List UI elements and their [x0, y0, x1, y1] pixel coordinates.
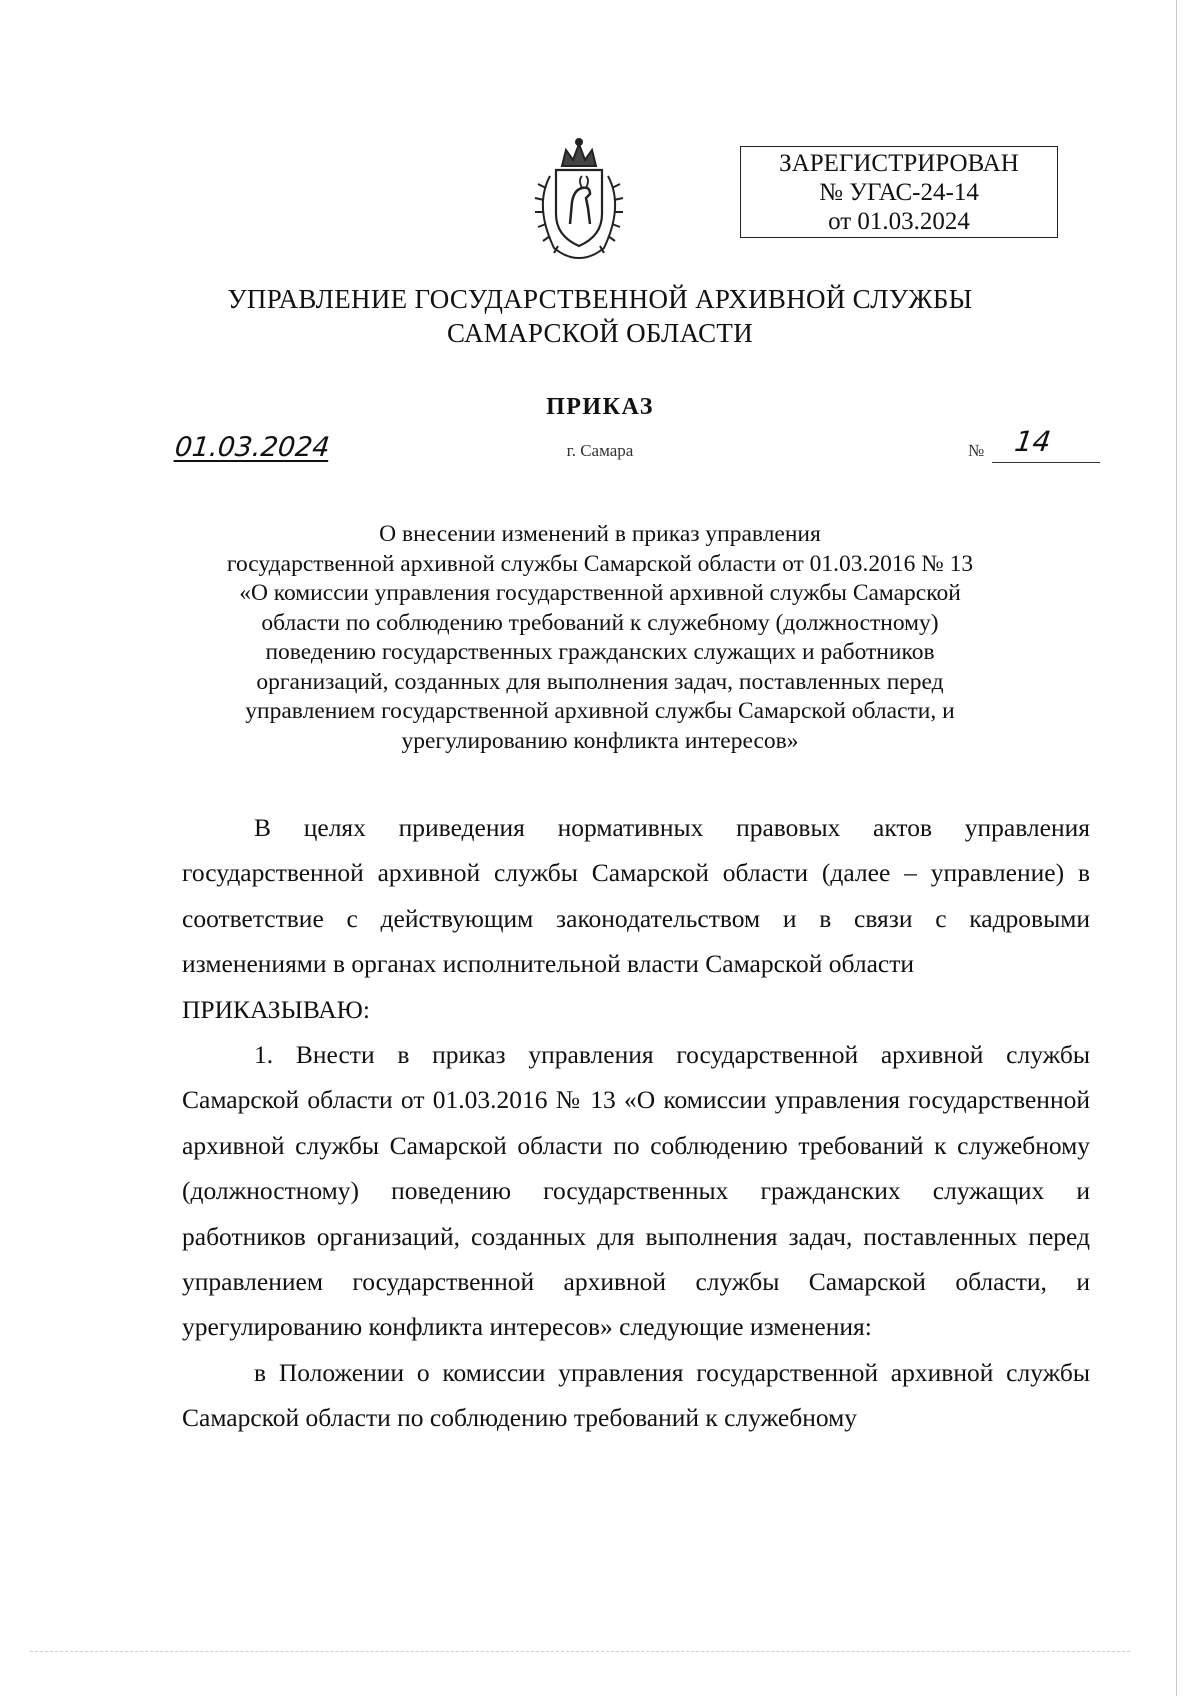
scan-noise-line	[30, 1651, 1130, 1652]
number-underline	[992, 462, 1100, 463]
registration-stamp	[740, 146, 1058, 238]
city-label: г. Самара	[566, 441, 634, 460]
number-label: №	[968, 441, 985, 460]
organization-name	[150, 282, 1050, 350]
body-paragraph-amendment: в Положении о комиссии управления государственной архивной службы Самарской области по соблюдению требований к служебному	[182, 1357, 1090, 1433]
subject-line: государственной архивной службы Самарской области от 01.03.2016 № 13	[226, 550, 974, 577]
subject-line: организаций, созданных для выполнения задач, поставленных перед	[256, 668, 944, 695]
coat-of-arms-emblem	[520, 136, 638, 264]
subject-line: поведению государственных гражданских служащих и работников	[265, 639, 935, 665]
stamp-number: № УГАС-24-14	[819, 179, 979, 206]
organization-name-line1: УПРАВЛЕНИЕ ГОСУДАРСТВЕННОЙ АРХИВНОЙ СЛУЖБЫ	[227, 284, 973, 314]
subject-line: урегулированию конфликта интересов»	[401, 727, 799, 754]
handwritten-number: 14	[1012, 425, 1053, 458]
subject-line: О внесении изменений в приказ управления	[379, 521, 821, 547]
subject-line: «О комиссии управления государственной архивной службы Самарской	[239, 580, 961, 606]
scan-edge-line	[1176, 0, 1177, 1696]
document-type-title: ПРИКАЗ	[546, 394, 654, 420]
order-word: ПРИКАЗЫВАЮ:	[182, 994, 370, 1024]
stamp-status: ЗАРЕГИСТРИРОВАН	[779, 150, 1019, 177]
body-paragraph-preamble: В целях приведения нормативных правовых актов управления государственной архивной службы Самарской области (далее – управление) в соответствие с действующим законодательством и в связи с кадровыми изменениями в органах исполнительной власти Самарской области	[182, 813, 1090, 979]
body-paragraph-item-1: 1. Внести в приказ управления государственной архивной службы Самарской области от 01.03.2016 № 13 «О комиссии управления государственной архивной службы Самарской области по соблюдению требований к служебному (должностному) поведению государственных гражданских служащих и работников организаций, созданных для выполнения задач, поставленных перед управлением государственной архивной службы Самарской области, и урегулированию конфликта интересов» следующие изменения:	[182, 1040, 1090, 1342]
document-subject	[150, 520, 1050, 756]
subject-line: области по соблюдению требований к служебному (должностному)	[261, 609, 939, 636]
document-body	[182, 805, 1090, 1441]
handwritten-date: 01.03.2024	[173, 432, 332, 463]
stamp-date: от 01.03.2024	[828, 208, 970, 235]
organization-name-line2: САМАРСКОЙ ОБЛАСТИ	[446, 318, 753, 348]
subject-line: управлением государственной архивной службы Самарской области, и	[245, 698, 955, 724]
